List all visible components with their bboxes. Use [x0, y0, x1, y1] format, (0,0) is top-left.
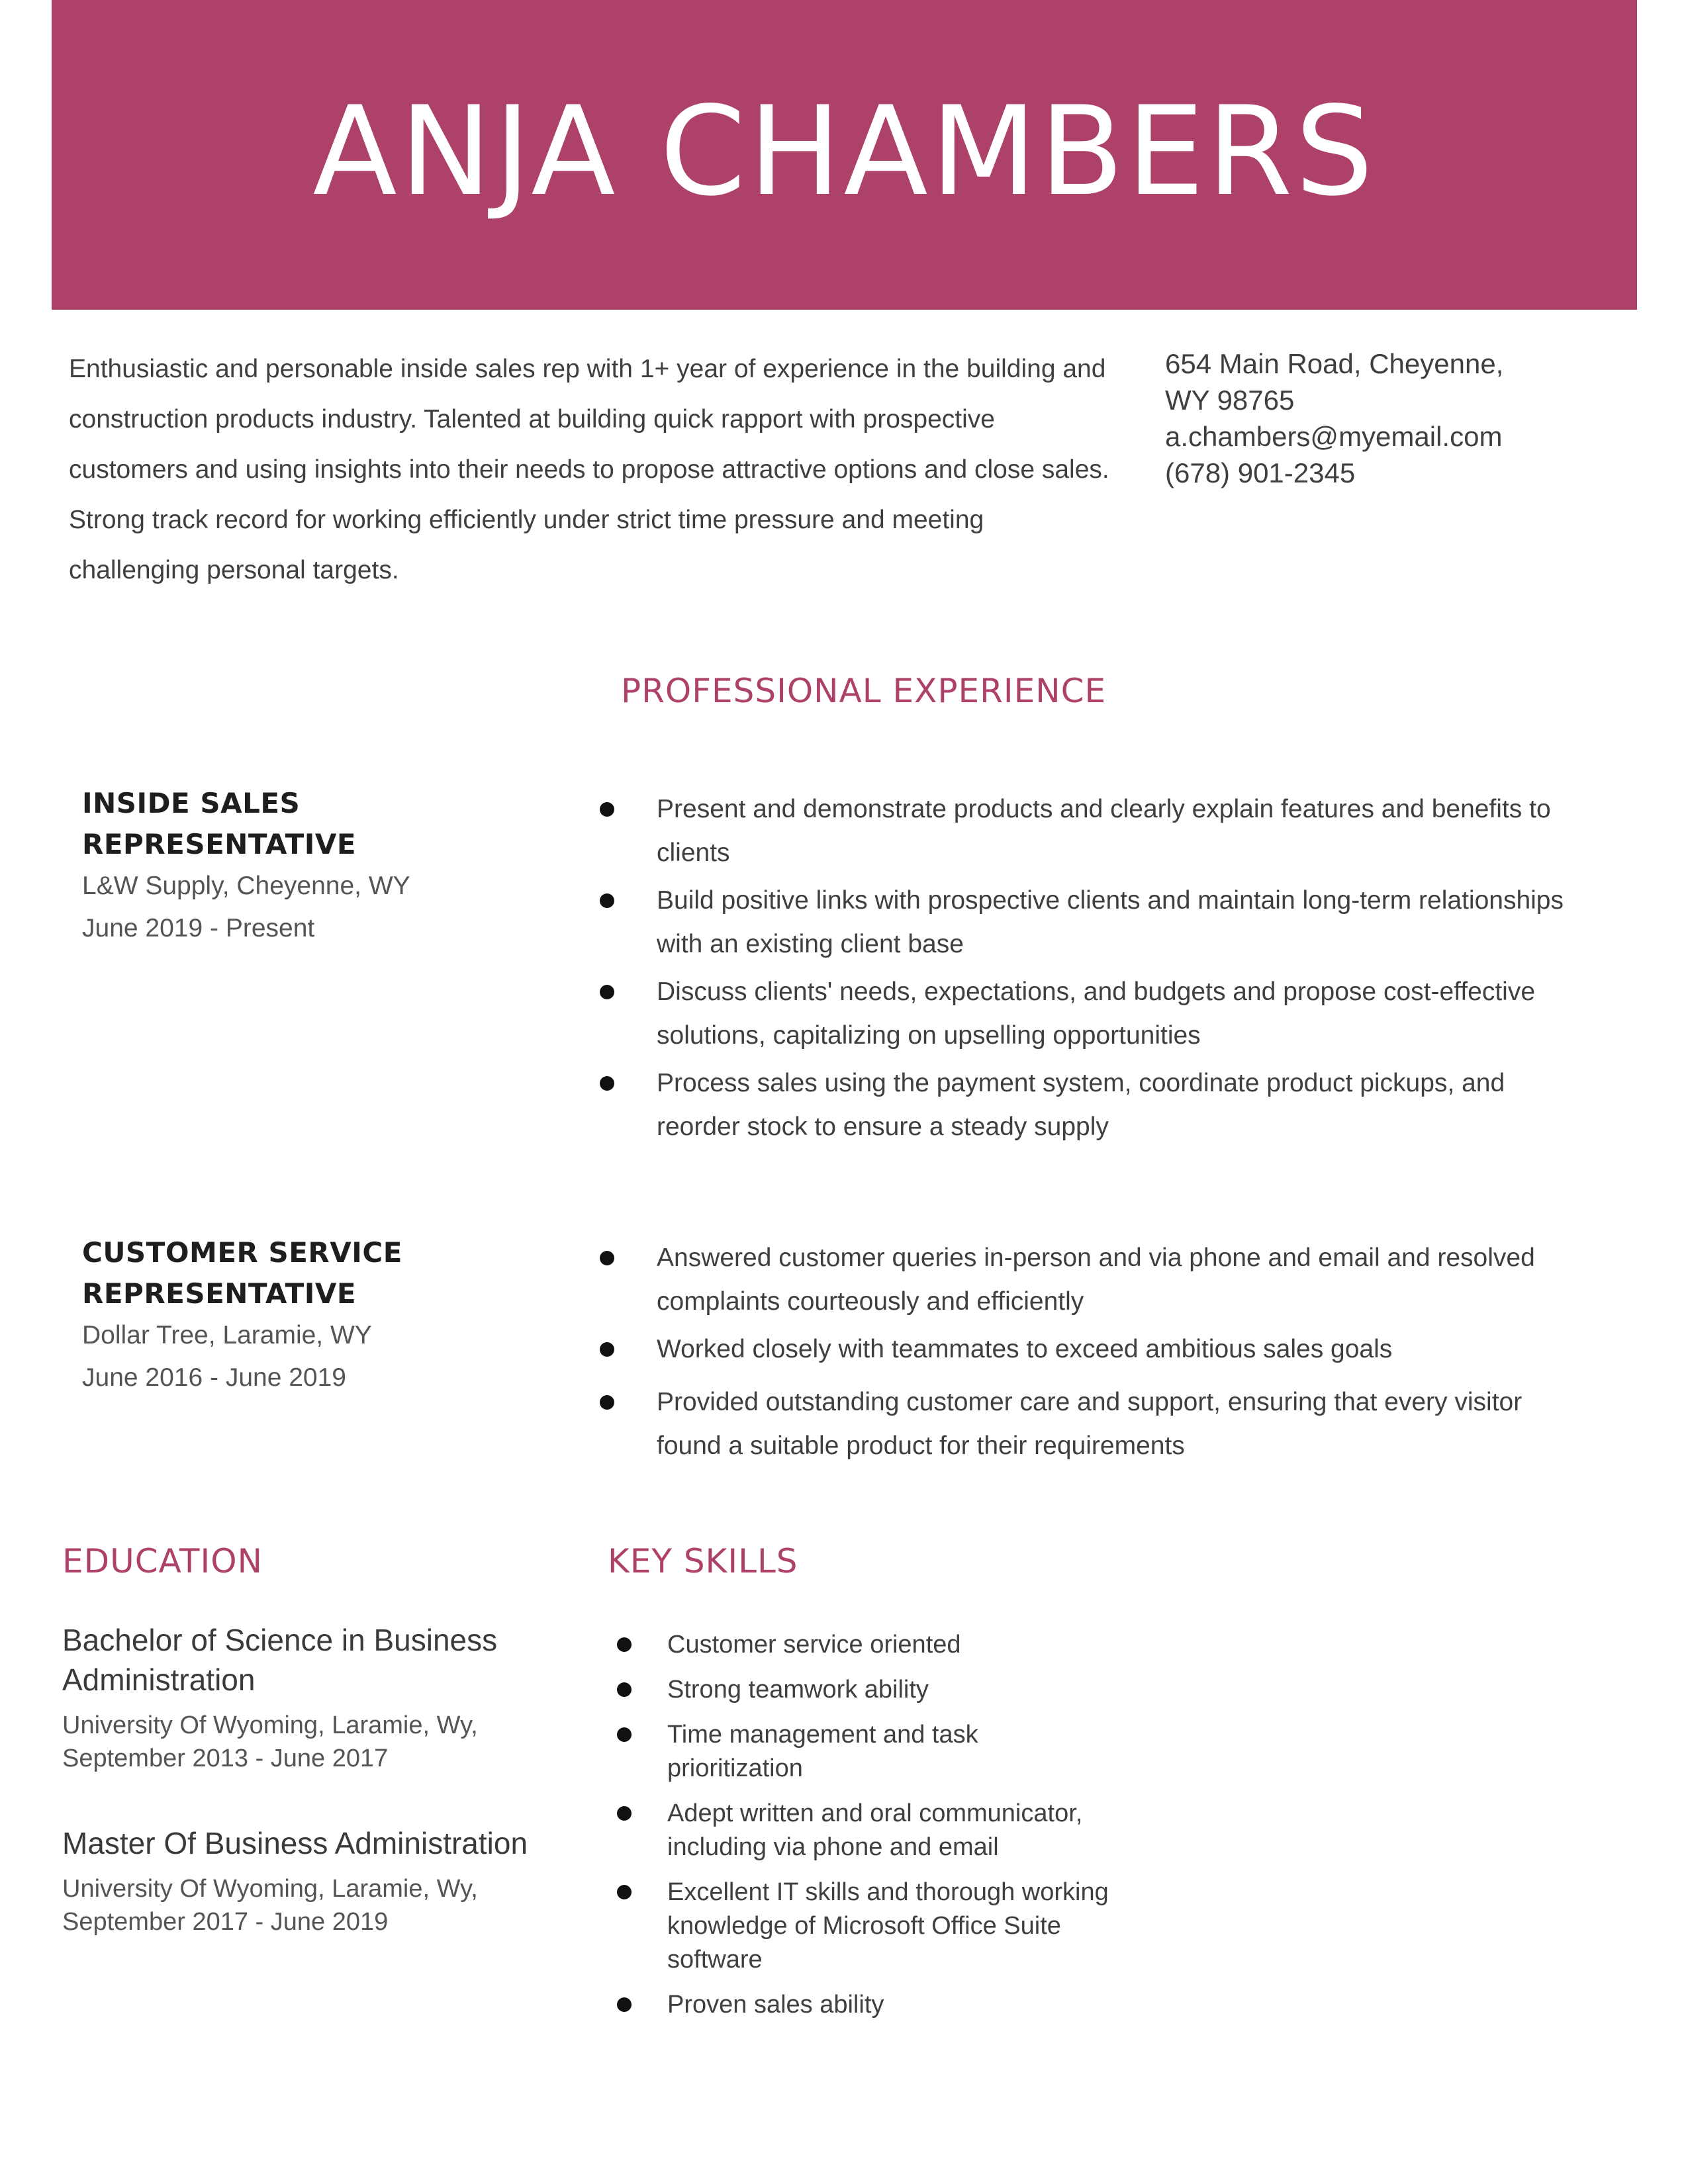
education-1-degree: Bachelor of Science in Business Administration: [62, 1623, 498, 1697]
contact-info: [1165, 345, 1628, 491]
bullet-text: Discuss clients' needs, expectations, and budgets and propose cost-effective solutions, capitalizing on upselling opportunities: [657, 978, 1536, 1050]
education-entry-2: [62, 1823, 565, 1938]
education-1-meta: [62, 1709, 565, 1775]
bullet-icon: [600, 1395, 614, 1410]
job-1-company: L&W Supply, Cheyenne, WY: [82, 872, 410, 900]
list-item: [596, 1381, 1575, 1468]
header-band: [52, 0, 1637, 310]
education-entry-1: [62, 1620, 565, 1775]
list-item: [608, 1988, 1111, 2022]
bullet-text: Answered customer queries in-person and via phone and email and resolved complaints courteously and efficiently: [657, 1244, 1535, 1316]
job-2-dates: June 2016 - June 2019: [82, 1363, 346, 1392]
bullet-icon: [600, 1251, 614, 1265]
address-line-1: 654 Main Road, Cheyenne,: [1165, 348, 1504, 379]
list-item: [596, 879, 1575, 966]
skill-text: Time management and task prioritization: [667, 1721, 978, 1782]
education-heading: EDUCATION: [62, 1542, 263, 1580]
bullet-text: Worked closely with teammates to exceed ambitious sales goals: [657, 1335, 1393, 1363]
skill-text: Excellent IT skills and thorough working knowledge of Microsoft Office Suite software: [667, 1878, 1109, 1974]
skill-text: Proven sales ability: [667, 1991, 884, 2019]
bullet-icon: [600, 802, 614, 817]
list-item: [596, 1062, 1575, 1149]
list-item: [608, 1628, 1111, 1662]
bullet-icon: [600, 1076, 614, 1091]
education-2-dates: September 2017 - June 2019: [62, 1908, 389, 1936]
bullet-icon: [600, 893, 614, 908]
bullet-icon: [600, 1342, 614, 1357]
job-2-title-line-2: REPRESENTATIVE: [82, 1277, 357, 1310]
list-item: [608, 1797, 1111, 1864]
candidate-name: ANJA CHAMBERS: [312, 79, 1376, 223]
education-2-degree: Master Of Business Administration: [62, 1826, 528, 1860]
job-1-dates: June 2019 - Present: [82, 914, 315, 942]
skills-heading: KEY SKILLS: [608, 1542, 798, 1580]
bullet-text: Process sales using the payment system, coordinate product pickups, and reorder stock to ensure a steady supply: [657, 1069, 1505, 1141]
phone-number: (678) 901-2345: [1165, 457, 1356, 488]
list-item: [596, 970, 1575, 1058]
bullet-text: Present and demonstrate products and clearly explain features and benefits to clients: [657, 795, 1551, 867]
list-item: [596, 1328, 1575, 1371]
job-1-title: INSIDE SALES REPRESENTATIVE: [82, 787, 357, 860]
job-2-details: [82, 1232, 545, 1399]
email-address: a.chambers@myemail.com: [1165, 421, 1503, 452]
skills-list: [608, 1628, 1111, 2033]
skill-text: Customer service oriented: [667, 1631, 961, 1659]
professional-summary: Enthusiastic and personable inside sales rep with 1+ year of experience in the building and construction products industry. Talented at building quick rapport with prospective customers and using insights into their needs to propose attractive options and close sales. Strong track record for working efficiently under strict time pressure and meeting challenging personal targets.: [69, 355, 1109, 584]
skill-text: Adept written and oral communicator, including via phone and email: [667, 1799, 1083, 1861]
list-item: [608, 1673, 1111, 1707]
bullet-icon: [617, 1997, 632, 2012]
education-2-meta: [62, 1872, 565, 1938]
job-2-company: Dollar Tree, Laramie, WY: [82, 1321, 372, 1349]
bullet-icon: [617, 1637, 632, 1652]
job-1-bullets: [596, 788, 1575, 1153]
education-2-school: University Of Wyoming, Laramie, Wy,: [62, 1875, 478, 1903]
bullet-icon: [617, 1682, 632, 1697]
job-2-title-line-1: CUSTOMER SERVICE: [82, 1236, 402, 1269]
list-item: [608, 1718, 1111, 1786]
list-item: [608, 1876, 1111, 1977]
bullet-icon: [617, 1727, 632, 1742]
list-item: [596, 788, 1575, 875]
skill-text: Strong teamwork ability: [667, 1676, 929, 1704]
education-1-dates: September 2013 - June 2017: [62, 1745, 389, 1772]
bullet-icon: [617, 1806, 632, 1821]
job-1-details: [82, 783, 545, 950]
address-line-2: WY 98765: [1165, 385, 1295, 416]
list-item: [596, 1236, 1575, 1324]
education-1-school: University Of Wyoming, Laramie, Wy,: [62, 1711, 478, 1739]
job-2-bullets: [596, 1236, 1575, 1472]
bullet-text: Provided outstanding customer care and support, ensuring that every visitor found a suitable product for their requirements: [657, 1388, 1523, 1460]
bullet-icon: [617, 1885, 632, 1899]
bullet-icon: [600, 985, 614, 999]
experience-heading: PROFESSIONAL EXPERIENCE: [621, 672, 1107, 710]
bullet-text: Build positive links with prospective clients and maintain long-term relationships with an existing client base: [657, 886, 1564, 958]
